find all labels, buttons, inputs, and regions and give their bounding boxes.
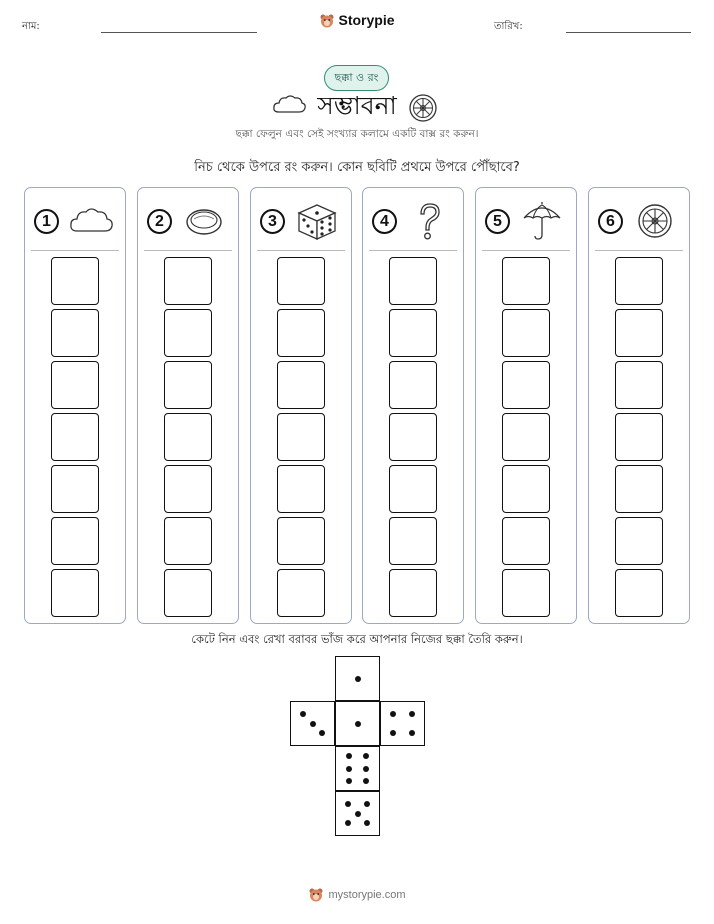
column-divider xyxy=(31,250,119,251)
dice-pip xyxy=(345,801,351,807)
dice-pip xyxy=(390,730,396,736)
color-box[interactable] xyxy=(615,517,663,565)
cutout-instruction: কেটে নিন এবং রেখা বরাবর ভাঁজ করে আপনার নিজের ছক্কা তৈরি করুন। xyxy=(191,632,523,646)
color-box[interactable] xyxy=(51,257,99,305)
color-box[interactable] xyxy=(51,517,99,565)
dice-face xyxy=(335,746,380,791)
subtitle: ছক্কা ফেলুন এবং সেই সংখ্যার কলামে একটি বাক্স রং করুন। xyxy=(235,128,479,140)
color-box[interactable] xyxy=(502,465,550,513)
color-box[interactable] xyxy=(615,309,663,357)
color-box[interactable] xyxy=(502,569,550,617)
bear-logo-icon xyxy=(319,13,335,29)
color-box[interactable] xyxy=(164,257,212,305)
color-box[interactable] xyxy=(615,361,663,409)
column-number: 6 xyxy=(598,209,623,234)
dice-face xyxy=(335,656,380,701)
dice-icon xyxy=(293,201,341,241)
color-box[interactable] xyxy=(51,309,99,357)
color-box[interactable] xyxy=(277,465,325,513)
dice-pip xyxy=(363,778,369,784)
dice-pip xyxy=(355,721,361,727)
column-divider xyxy=(257,250,345,251)
column-header xyxy=(251,204,351,240)
dice-face xyxy=(335,701,380,746)
name-label: নাম: xyxy=(22,21,40,32)
date-label: তারিখ: xyxy=(494,21,523,32)
column-4 xyxy=(362,187,464,624)
footer xyxy=(0,887,714,903)
color-box[interactable] xyxy=(502,413,550,461)
bear-logo-icon xyxy=(308,887,324,903)
column-divider xyxy=(144,250,232,251)
page-title: সম্ভাবনা xyxy=(317,91,397,120)
column-1 xyxy=(24,187,126,624)
color-box[interactable] xyxy=(615,465,663,513)
color-box[interactable] xyxy=(277,569,325,617)
color-box[interactable] xyxy=(502,257,550,305)
wheel-icon xyxy=(631,202,679,240)
column-5 xyxy=(475,187,577,624)
dice-face xyxy=(290,701,335,746)
color-box[interactable] xyxy=(277,517,325,565)
column-number: 1 xyxy=(34,209,59,234)
color-box[interactable] xyxy=(615,257,663,305)
umbrella-icon xyxy=(518,200,566,242)
dice-pip xyxy=(363,766,369,772)
dice-pip xyxy=(364,801,370,807)
question-mark-icon xyxy=(405,200,453,242)
column-header xyxy=(589,204,689,240)
column-number: 2 xyxy=(147,209,172,234)
column-header xyxy=(138,204,238,240)
dice-pip xyxy=(363,753,369,759)
name-line[interactable] xyxy=(101,32,257,33)
color-box[interactable] xyxy=(164,569,212,617)
column-number: 5 xyxy=(485,209,510,234)
color-box[interactable] xyxy=(389,413,437,461)
color-box[interactable] xyxy=(615,413,663,461)
color-box[interactable] xyxy=(51,569,99,617)
dice-pip xyxy=(345,820,351,826)
dice-pip xyxy=(346,766,352,772)
color-box[interactable] xyxy=(389,257,437,305)
brand-logo xyxy=(0,12,714,29)
brand-name: Storypie xyxy=(338,12,395,28)
color-box[interactable] xyxy=(164,517,212,565)
dice-pip xyxy=(355,811,361,817)
color-box[interactable] xyxy=(389,569,437,617)
date-line[interactable] xyxy=(566,32,691,33)
column-header xyxy=(476,204,576,240)
dice-pip xyxy=(346,753,352,759)
dice-pip xyxy=(409,730,415,736)
wheel-icon xyxy=(408,93,438,123)
column-6 xyxy=(588,187,690,624)
color-box[interactable] xyxy=(389,517,437,565)
color-box[interactable] xyxy=(51,465,99,513)
column-3 xyxy=(250,187,352,624)
color-box[interactable] xyxy=(502,309,550,357)
color-box[interactable] xyxy=(389,361,437,409)
column-divider xyxy=(369,250,457,251)
dice-pip xyxy=(310,721,316,727)
column-2 xyxy=(137,187,239,624)
dice-pip xyxy=(390,711,396,717)
color-box[interactable] xyxy=(277,361,325,409)
color-box[interactable] xyxy=(51,361,99,409)
instruction: নিচ থেকে উপরে রং করুন। কোন ছবিটি প্রথমে উপরে পৌঁছাবে? xyxy=(194,160,520,175)
color-box[interactable] xyxy=(164,413,212,461)
column-number: 3 xyxy=(260,209,285,234)
color-box[interactable] xyxy=(51,413,99,461)
footer-url[interactable]: mystorypie.com xyxy=(328,888,406,901)
color-box[interactable] xyxy=(164,465,212,513)
cloud-icon xyxy=(67,204,115,238)
column-divider xyxy=(595,250,683,251)
dice-face xyxy=(335,791,380,836)
color-box[interactable] xyxy=(164,361,212,409)
dice-pip xyxy=(364,820,370,826)
dice-pip xyxy=(319,730,325,736)
dice-pip xyxy=(346,778,352,784)
color-box[interactable] xyxy=(502,517,550,565)
column-header xyxy=(25,204,125,240)
color-box[interactable] xyxy=(389,309,437,357)
dice-face xyxy=(380,701,425,746)
color-box[interactable] xyxy=(277,309,325,357)
dice-pip xyxy=(300,711,306,717)
color-box[interactable] xyxy=(164,309,212,357)
color-box[interactable] xyxy=(502,361,550,409)
coin-icon xyxy=(180,204,228,238)
dice-pip xyxy=(409,711,415,717)
color-box[interactable] xyxy=(615,569,663,617)
category-badge: ছক্কা ও রং xyxy=(324,65,389,91)
color-box[interactable] xyxy=(277,257,325,305)
color-box[interactable] xyxy=(277,413,325,461)
column-number: 4 xyxy=(372,209,397,234)
color-box[interactable] xyxy=(389,465,437,513)
dice-pip xyxy=(355,676,361,682)
column-divider xyxy=(482,250,570,251)
column-header xyxy=(363,204,463,240)
